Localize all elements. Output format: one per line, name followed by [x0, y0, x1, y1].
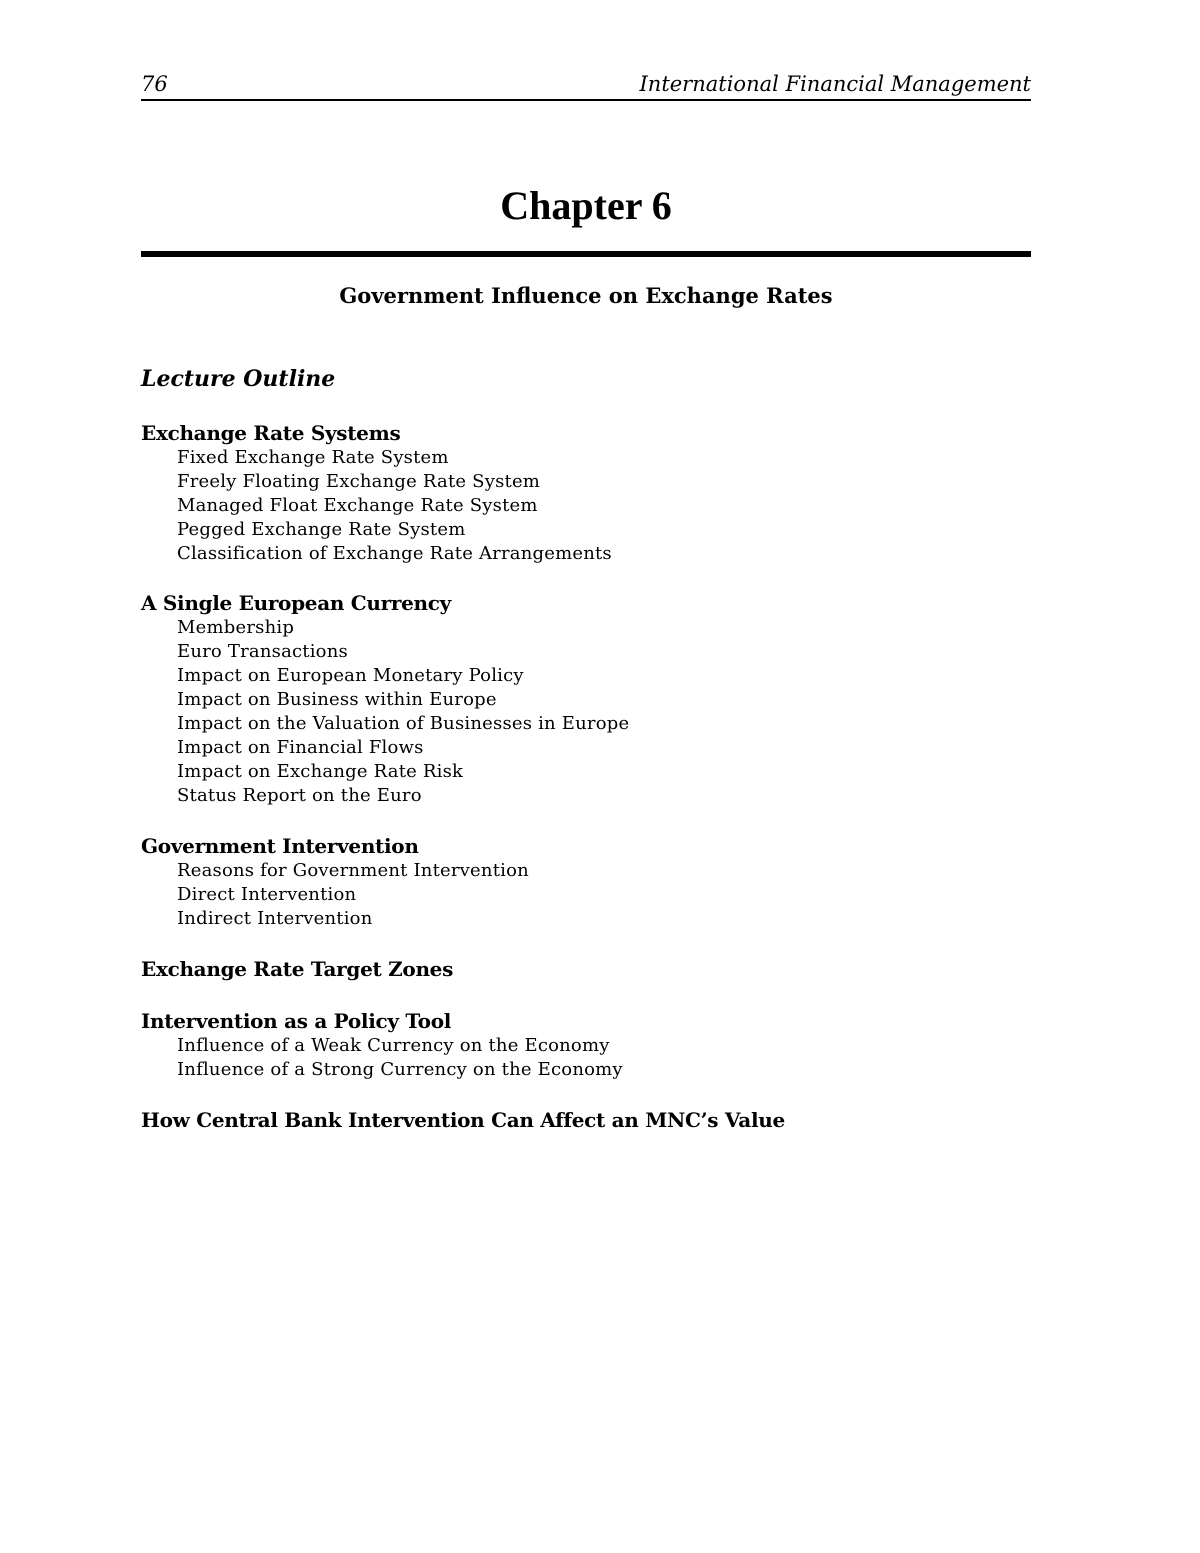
section-title: How Central Bank Intervention Can Affect an MNC’s Value — [141, 1108, 785, 1132]
chapter-subtitle: Government Influence on Exchange Rates — [339, 283, 833, 308]
section-title: A Single European Currency — [141, 591, 451, 615]
outline-item: Managed Float Exchange Rate System — [177, 495, 538, 516]
outline-item: Reasons for Government Intervention — [177, 860, 529, 881]
outline-item: Influence of a Weak Currency on the Economy — [177, 1035, 610, 1056]
outline-item: Membership — [177, 617, 295, 638]
outline-section — [141, 956, 1021, 982]
section-title: Intervention as a Policy Tool — [141, 1009, 452, 1033]
outline-item: Status Report on the Euro — [177, 785, 422, 806]
outline-item: Freely Floating Exchange Rate System — [177, 471, 541, 492]
outline-item: Fixed Exchange Rate System — [177, 447, 449, 468]
outline-item: Euro Transactions — [177, 641, 348, 662]
outline-item: Impact on the Valuation of Businesses in Europe — [177, 713, 630, 734]
outline-item: Direct Intervention — [177, 884, 357, 905]
running-head: International Financial Management — [639, 72, 1031, 96]
outline-item: Classification of Exchange Rate Arrangements — [177, 543, 612, 564]
chapter-divider — [141, 251, 1031, 257]
outline-item: Impact on Exchange Rate Risk — [177, 761, 464, 782]
page-header — [141, 70, 1031, 100]
outline-heading: Lecture Outline — [141, 366, 336, 392]
section-item-list — [141, 859, 1021, 931]
outline-item: Indirect Intervention — [177, 908, 373, 929]
outline-section — [141, 1107, 1021, 1133]
outline-item: Impact on Business within Europe — [177, 689, 497, 710]
page-number: 76 — [141, 72, 168, 96]
outline-item: Pegged Exchange Rate System — [177, 519, 466, 540]
outline-section — [141, 590, 1021, 808]
outline-item: Impact on European Monetary Policy — [177, 665, 524, 686]
section-title: Exchange Rate Target Zones — [141, 957, 454, 981]
section-title: Exchange Rate Systems — [141, 421, 401, 445]
outline-section — [141, 1008, 1021, 1082]
section-item-list — [141, 616, 1021, 808]
section-title: Government Intervention — [141, 834, 419, 858]
outline-item: Influence of a Strong Currency on the Economy — [177, 1059, 623, 1080]
header-divider — [141, 99, 1031, 101]
section-item-list — [141, 1034, 1021, 1082]
chapter-title: Chapter 6 — [500, 183, 672, 228]
outline-section — [141, 833, 1021, 931]
outline-item: Impact on Financial Flows — [177, 737, 424, 758]
outline-section — [141, 420, 1021, 566]
section-item-list — [141, 446, 1021, 566]
